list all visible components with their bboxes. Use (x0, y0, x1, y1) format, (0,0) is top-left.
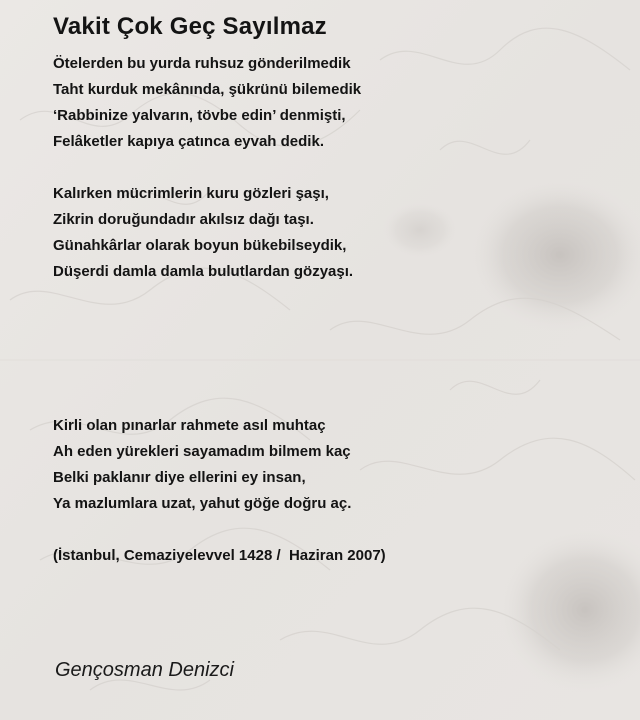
poem-line: Kirli olan pınarlar rahmete asıl muhtaç (53, 417, 326, 434)
poem-line: Zikrin doruğundadır akılsız dağı taşı. (53, 211, 314, 228)
poem-container (53, 10, 613, 569)
poem-line: Taht kurduk mekânında, şükrünü bilemedik (53, 81, 362, 98)
poem-line: Ötelerden bu yurda ruhsuz gönderilmedik (53, 55, 351, 72)
date-note-text: (İstanbul, Cemaziyelevvel 1428 / Haziran 2007) (53, 547, 386, 564)
poem-title: Vakit Çok Geç Sayılmaz (53, 13, 327, 40)
poem-line: ‘Rabbinize yalvarın, tövbe edin’ denmişti, (53, 107, 346, 124)
poem-line: Belki paklanır diye ellerini ey insan, (53, 469, 306, 486)
poem-date-note (53, 543, 613, 569)
poem-line: Günahkârlar olarak boyun bükebilseydik, (53, 237, 347, 254)
poem-line: Felâketler kapıya çatınca eyvah dedik. (53, 133, 324, 150)
poem-line: Düşerdi damla damla bulutlardan gözyaşı. (53, 263, 354, 280)
poem-line: Ah eden yürekleri sayamadım bilmem kaç (53, 443, 351, 460)
stanza-1 (53, 51, 613, 155)
poem-line: Ya mazlumlara uzat, yahut göğe doğru aç. (53, 495, 352, 512)
poem-author: Gençosman Denizci (55, 659, 234, 681)
stanza-2 (53, 181, 613, 285)
poem-line: Kalırken mücrimlerin kuru gözleri şaşı, (53, 185, 329, 202)
stanza-3 (53, 413, 613, 517)
